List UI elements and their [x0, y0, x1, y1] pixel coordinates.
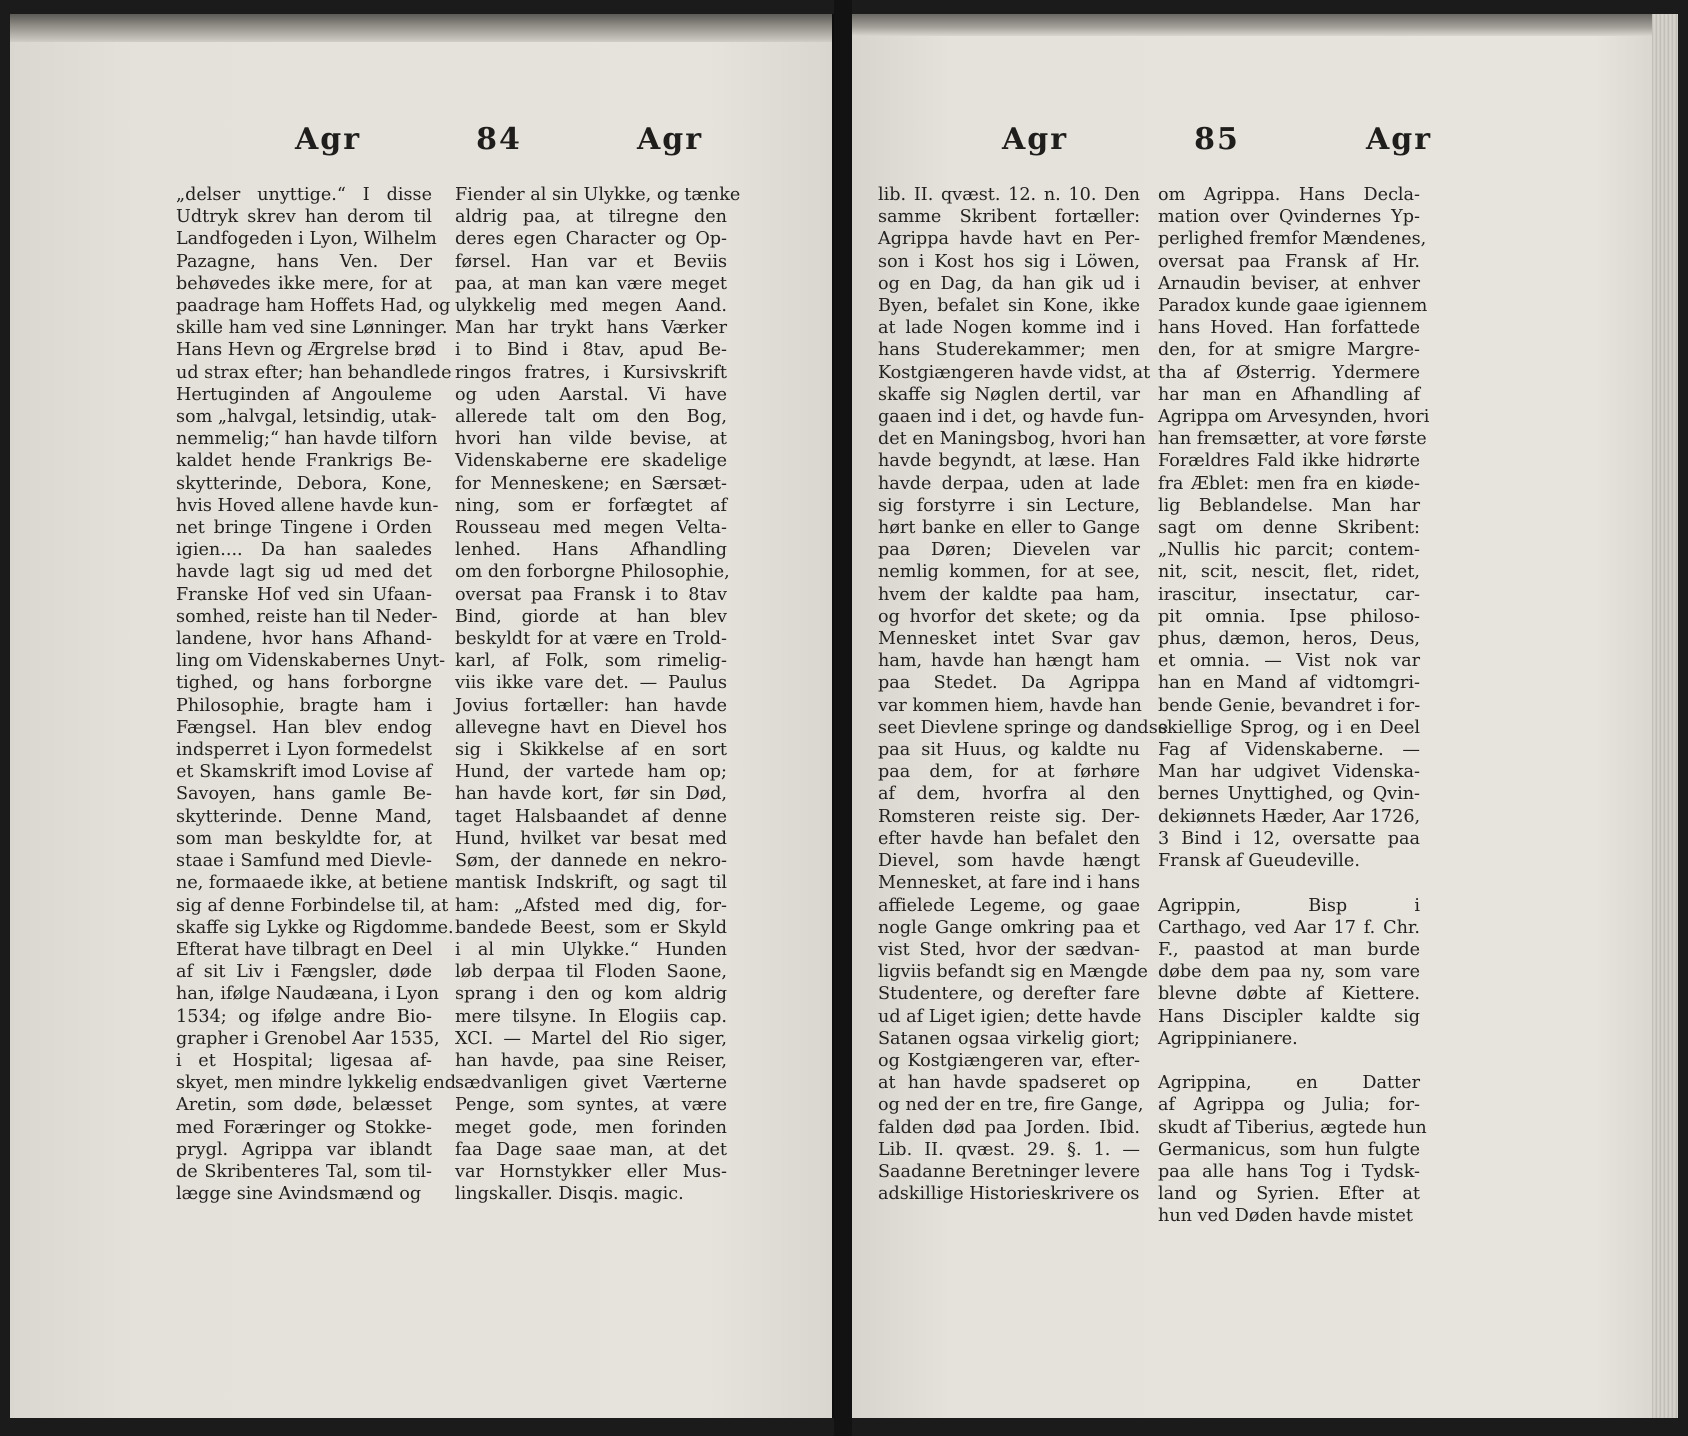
text-line: lig Beblandelse. Man har [1158, 495, 1420, 516]
text-line: af Agrippa og Julia; for- [1158, 1095, 1420, 1116]
text-line: som man beskyldte for, at [176, 828, 432, 849]
text-line: for Menneskene; en Særsæt- [455, 473, 727, 494]
text-line: meget gode, men forinden [455, 1117, 727, 1138]
text-line: ning, som er forfægtet af [455, 495, 727, 516]
text-line: at lade Nogen komme ind i [878, 318, 1140, 339]
text-line: viis ikke vare det. — Paulus [455, 673, 727, 694]
text-line: ud af Liget igien; dette havde [878, 1006, 1142, 1027]
text-line: skudt af Tiberius, ægtede hun [1158, 1117, 1427, 1138]
text-line: staae i Samfund med Dievle- [176, 851, 432, 872]
right-page [852, 14, 1678, 1418]
text-line [1158, 1050, 1420, 1072]
text-line: lenhed. Hans Afhandling [455, 540, 727, 561]
right-page-column-1 [878, 184, 1169, 1205]
text-line: var Hornstykker eller Mus- [455, 1161, 727, 1182]
text-line: Agrippinianere. [1158, 1028, 1298, 1049]
text-line: landene, hvor hans Afhand- [176, 629, 432, 650]
text-line: faa Dage saae man, at det [455, 1139, 727, 1160]
text-line: at han havde spadseret op [878, 1073, 1140, 1094]
text-line: Forældres Fald ikke hidrørte [1158, 451, 1420, 472]
text-line: Hund, der vartede ham op; [455, 762, 727, 783]
text-line: havde begyndt, at læse. Han [878, 451, 1140, 472]
text-line: den, for at smigre Margre- [1158, 340, 1420, 361]
text-line: tha af Østerrig. Ydermere [1158, 362, 1420, 383]
left-page-column-1 [176, 184, 457, 1205]
text-line: prygl. Agrippa var iblandt [176, 1139, 432, 1160]
text-line: og hvorfor det skete; og da [878, 606, 1140, 627]
text-line: hvori han vilde bevise, at [455, 429, 727, 450]
text-line: F., paastod at man burde [1158, 939, 1420, 960]
text-line: irascitur, insectatur, car- [1158, 584, 1420, 605]
text-line: karl, af Folk, som rimelig- [455, 651, 727, 672]
text-line: af sit Liv i Fængsler, døde [176, 962, 432, 983]
text-line: Hund, hvilket var besat med [455, 828, 727, 849]
left-header-right-word: Agr [636, 122, 703, 157]
text-line: og ned der en tre, fire Gange, [878, 1095, 1144, 1116]
text-line: fra Æblet: men fra en kiøde- [1158, 473, 1420, 494]
text-line: oversat paa Fransk i to 8tav [455, 584, 727, 605]
text-line: Aretin, som døde, belæsset [176, 1095, 432, 1116]
text-line: paa dem, for at førhøre [878, 762, 1140, 783]
text-line: og uden Aarstal. Vi have [455, 384, 727, 405]
text-line: 3 Bind i 12, oversatte paa [1158, 828, 1420, 849]
text-line: bernes Unyttighed, og Qvin- [1158, 784, 1420, 805]
text-line: Byen, befalet sin Kone, ikke [878, 296, 1140, 317]
text-line: hvem der kaldte paa ham, [878, 584, 1140, 605]
text-line: Mennesket intet Svar gav [878, 629, 1140, 650]
text-line: et Skamskrift imod Lovise af [176, 762, 432, 783]
text-line: lægge sine Avindsmænd og [176, 1184, 422, 1205]
text-line: skytterinde, Debora, Kone, [176, 473, 432, 494]
text-line: nogle Gange omkring paa et [878, 917, 1140, 938]
text-line: som „halvgal, letsindig, utak- [176, 407, 437, 428]
text-line: sig i Skikkelse af en sort [455, 740, 727, 761]
text-line: Mennesket, at fare ind i hans [878, 873, 1140, 894]
text-line: vist Sted, hvor der sædvan- [878, 939, 1140, 960]
text-line: „Nullis hic parcit; contem- [1158, 540, 1420, 561]
text-line: ham: „Afsted med dig, for- [455, 895, 727, 916]
text-line: Hertuginden af Angouleme [176, 384, 432, 405]
text-line: Fiender al sin Ulykke, og tænke [455, 185, 741, 205]
right-header-left-word: Agr [1002, 122, 1069, 157]
text-line: Fransk af Gueudeville. [1158, 851, 1360, 872]
text-line: paadrage ham Hoffets Had, og [176, 296, 451, 317]
text-line: indsperret i Lyon formedelst [176, 740, 432, 761]
text-line: om Agrippa. Hans Decla- [1158, 185, 1420, 205]
text-line: Søm, der dannede en nekro- [455, 851, 727, 872]
text-line: lib. II. qvæst. 12. n. 10. Den [878, 185, 1140, 205]
text-line: og Kostgiængeren var, efter- [878, 1050, 1140, 1071]
text-line: Agrippa havde havt en Per- [878, 229, 1140, 250]
text-line: bandede Beest, som er Skyld [455, 917, 727, 938]
text-line: Studentere, og derefter fare [878, 984, 1140, 1005]
text-line: aldrig paa, at tilregne den [455, 207, 727, 228]
text-line: dekiønnets Hæder, Aar 1726, [1158, 806, 1421, 827]
text-line: phus, dæmon, heros, Deus, [1158, 629, 1420, 650]
text-line: og en Dag, da han gik ud i [878, 273, 1140, 294]
text-line: har man en Afhandling af [1158, 384, 1420, 405]
text-line: førsel. Han var et Beviis [455, 251, 727, 272]
text-line: Pazagne, hans Ven. Der [176, 251, 432, 272]
text-line: deres egen Character og Op- [455, 229, 727, 250]
left-page-number: 84 [476, 122, 522, 157]
text-line: Savoyen, hans gamle Be- [176, 784, 432, 805]
text-line: sprang i den og kom aldrig [455, 984, 727, 1005]
text-line: falden død paa Jorden. Ibid. [878, 1117, 1140, 1138]
text-line: i to Bind i 8tav, apud Be- [455, 340, 727, 361]
text-line: var kommen hiem, havde han [878, 695, 1142, 716]
text-line: Jovius fortæller: han havde [455, 695, 727, 716]
text-line: skytterinde. Denne Mand, [176, 806, 432, 827]
text-line: paa alle hans Tog i Tydsk- [1158, 1161, 1420, 1182]
text-line: havde derpaa, uden at lade [878, 473, 1140, 494]
text-line: Hans Hevn og Ærgrelse brød [176, 340, 437, 361]
text-line: perlighed fremfor Mændenes, [1158, 229, 1427, 250]
text-line: sig af denne Forbindelse til, at [176, 895, 449, 916]
text-line: lingskaller. Disqis. magic. [455, 1184, 684, 1205]
text-line: skaffe sig Nøglen dertil, var [878, 384, 1140, 405]
text-line: ham, havde han hængt ham [878, 651, 1140, 672]
text-line: ne, formaaede ikke, at betiene [176, 873, 449, 894]
text-line: Franske Hof ved sin Ufaan- [176, 584, 432, 605]
text-line: paa sit Huus, og kaldte nu [878, 740, 1140, 761]
text-line: paa, at man kan være meget [455, 273, 727, 294]
text-line: mere tilsyne. In Elogiis cap. [455, 1006, 727, 1027]
text-line: mantisk Indskrift, og sagt til [455, 873, 727, 894]
text-line: med Foræringer og Stokke- [176, 1117, 432, 1138]
text-line: nit, scit, nescit, flet, ridet, [1158, 562, 1420, 583]
text-line: blevne døbte af Kiettere. [1158, 984, 1420, 1005]
text-line: oversat paa Fransk af Hr. [1158, 251, 1420, 272]
text-line: paa Stedet. Da Agrippa [878, 673, 1140, 694]
text-line: ligviis befandt sig en Mængde [878, 962, 1148, 983]
right-page-number: 85 [1194, 122, 1240, 157]
text-line: nemmelig;“ han havde tilforn [176, 429, 438, 450]
text-line: Arnaudin beviser, at enhver [1158, 273, 1420, 294]
text-line: skiellige Sprog, og i en Deel [1158, 717, 1420, 738]
left-page-header [295, 122, 703, 172]
text-line: Agrippin, Bisp i [1158, 895, 1420, 916]
text-line: de Skribenteres Tal, som til- [176, 1161, 432, 1182]
text-line: døbe dem paa ny, som vare [1158, 962, 1420, 983]
text-line: mation over Qvindernes Yp- [1158, 207, 1420, 228]
text-line: affielede Legeme, og gaae [878, 895, 1140, 916]
text-line: hun ved Døden havde mistet [1158, 1206, 1414, 1227]
text-line: Romsteren reiste sig. Der- [878, 806, 1140, 827]
text-line: kaldet hende Frankrigs Be- [176, 451, 432, 472]
text-line: nemlig kommen, for at see, [878, 562, 1140, 583]
book-gutter [834, 0, 852, 1436]
text-line [1158, 872, 1420, 894]
text-line: sig forstyrre i sin Lecture, [878, 495, 1140, 516]
text-line: bende Genie, bevandret i for- [1158, 695, 1421, 716]
text-line: allevegne havt en Dievel hos [455, 717, 727, 738]
text-line: behøvedes ikke mere, for at [176, 273, 432, 294]
text-line: hans Studerekammer; men [878, 340, 1140, 361]
text-line: Man har udgivet Videnska- [1158, 762, 1420, 783]
text-line: beskyldt for at være en Trold- [455, 629, 727, 650]
right-page-header [1002, 122, 1432, 172]
text-line: Videnskaberne ere skadelige [455, 451, 727, 472]
text-line: allerede talt om den Bog, [455, 407, 727, 428]
text-line: Hans Discipler kaldte sig [1158, 1006, 1420, 1027]
text-line: havde lagt sig ud med det [176, 562, 432, 583]
text-line: pit omnia. Ipse philoso- [1158, 606, 1420, 627]
text-line: skyet, men mindre lykkelig end [176, 1073, 457, 1094]
text-line: seet Dievlene springe og dandse [878, 717, 1169, 738]
text-line: Saadanne Beretninger levere [878, 1161, 1140, 1182]
text-line: Carthago, ved Aar 17 f. Chr. [1158, 917, 1420, 938]
text-line: Landfogeden i Lyon, Wilhelm [176, 229, 437, 250]
right-page-column-2 [1158, 184, 1430, 1228]
left-page [10, 14, 834, 1418]
text-line: 1534; og ifølge andre Bio- [176, 1006, 432, 1027]
text-line: han en Mand af vidtomgri- [1158, 673, 1420, 694]
right-header-right-word: Agr [1365, 122, 1432, 157]
text-line: i et Hospital; ligesaa af- [176, 1050, 432, 1071]
text-line: sagt om denne Skribent: [1158, 518, 1420, 539]
left-header-left-word: Agr [295, 122, 362, 157]
text-line: skille ham ved sine Lønninger. [176, 318, 448, 339]
text-line: efter havde han befalet den [878, 828, 1140, 849]
text-line: Rousseau med megen Velta- [455, 518, 727, 539]
text-line: ud strax efter; han behandlede [176, 362, 452, 383]
text-line: Fag af Videnskaberne. — [1158, 740, 1420, 761]
text-line: hørt banke en eller to Gange [878, 518, 1140, 539]
text-line: Lib. II. qvæst. 29. §. 1. — [878, 1139, 1140, 1160]
text-line: skaffe sig Lykke og Rigdomme. [176, 917, 454, 938]
text-line: Philosophie, bragte ham i [176, 695, 432, 716]
text-line: Satanen ogsaa virkelig giort; [878, 1028, 1140, 1049]
text-line: ulykkelig med megen Aand. [455, 296, 727, 317]
text-line: Man har trykt hans Værker [455, 318, 727, 339]
text-line: taget Halsbaandet af denne [455, 806, 727, 827]
text-line: et omnia. — Vist nok var [1158, 651, 1420, 672]
text-line: Fængsel. Han blev endog [176, 717, 432, 738]
text-line: han fremsætter, at vore første [1158, 429, 1427, 450]
text-line: somhed, reiste han til Neder- [176, 606, 438, 627]
text-line: ling om Videnskabernes Unyt- [176, 651, 446, 672]
text-line: Bind, giorde at han blev [455, 606, 727, 627]
text-line: det en Maningsbog, hvori han [878, 429, 1146, 450]
text-line: tighed, og hans forborgne [176, 673, 432, 694]
text-line: Agrippa om Arvesynden, hvori [1158, 407, 1430, 428]
text-line: Paradox kunde gaae igiennem [1158, 296, 1428, 317]
text-line: om den forborgne Philosophie, [455, 562, 730, 583]
text-line: gaaen ind i det, og havde fun- [878, 407, 1145, 428]
text-line: han havde, paa sine Reiser, [455, 1050, 727, 1071]
text-line: Udtryk skrev han derom til [176, 207, 432, 228]
text-line: i al min Ulykke.“ Hunden [455, 939, 727, 960]
left-page-column-2 [455, 184, 741, 1205]
text-line: ringos fratres, i Kursivskrift [455, 362, 727, 383]
text-line: land og Syrien. Efter at [1158, 1184, 1420, 1205]
text-line: Dievel, som havde hængt [878, 851, 1140, 872]
text-line: paa Døren; Dievelen var [878, 540, 1140, 561]
text-line: sædvanligen givet Værterne [455, 1073, 727, 1094]
text-line: Agrippina, en Datter [1158, 1073, 1420, 1094]
text-line: XCI. — Martel del Rio siger, [455, 1028, 727, 1049]
text-line: Penge, som syntes, at være [455, 1095, 727, 1116]
text-line: net bringe Tingene i Orden [176, 518, 432, 539]
text-line: løb derpaa til Floden Saone, [455, 962, 727, 983]
text-line: Efterat have tilbragt en Deel [176, 939, 433, 960]
text-line: son i Kost hos sig i Löwen, [878, 251, 1140, 272]
text-line: grapher i Grenobel Aar 1535, [176, 1028, 440, 1049]
text-line: samme Skribent fortæller: [878, 207, 1140, 228]
text-line: adskillige Historieskrivere os [878, 1184, 1140, 1205]
text-line: hvis Hoved allene havde kun- [176, 495, 439, 516]
text-line: igien.... Da han saaledes [176, 540, 432, 561]
text-line: han havde kort, før sin Død, [455, 784, 727, 805]
text-line: Germanicus, som hun fulgte [1158, 1139, 1420, 1160]
text-line: han, ifølge Naudæana, i Lyon [176, 984, 439, 1005]
text-line: „delser unyttige.“ I disse [176, 185, 432, 205]
text-line: hans Hoved. Han forfattede [1158, 318, 1420, 339]
text-line: Kostgiængeren havde vidst, at [878, 362, 1151, 383]
text-line: af dem, hvorfra al den [878, 784, 1140, 805]
